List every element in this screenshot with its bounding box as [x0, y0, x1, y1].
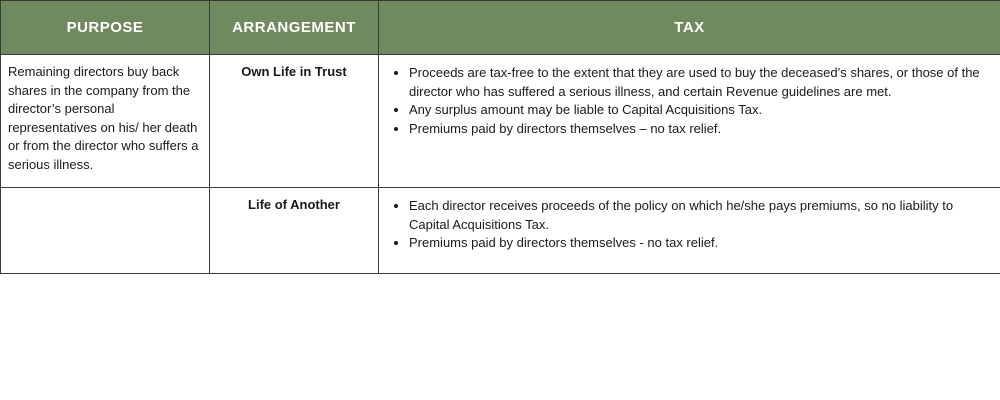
- tax-bullet-item: • Any surplus amount may be liable to Capital Acquisitions Tax.: [409, 101, 994, 120]
- tax-bullet-item: • Each director receives proceeds of the policy on which he/she pays premiums, so no liability to Capital Acquisitions Tax.: [409, 197, 994, 234]
- header-tax: TAX: [379, 1, 1000, 55]
- tax-cell: [379, 188, 1000, 274]
- tax-bullet-item: • Premiums paid by directors themselves - no tax relief.: [409, 234, 994, 253]
- tax-bullet-item: • Premiums paid by directors themselves – no tax relief.: [409, 120, 994, 139]
- tax-bullet-list: [379, 197, 994, 253]
- table-header: [1, 1, 1000, 55]
- table-row: [1, 188, 1000, 274]
- arrangement-cell: Life of Another: [210, 188, 379, 274]
- tax-bullet-list: [379, 64, 994, 138]
- purpose-cell: [1, 188, 210, 274]
- tax-cell: [379, 55, 1000, 188]
- table-row: [1, 55, 1000, 188]
- header-purpose: PURPOSE: [1, 1, 210, 55]
- header-arrangement: ARRANGEMENT: [210, 1, 379, 55]
- arrangement-cell: Own Life in Trust: [210, 55, 379, 188]
- tax-bullet-item: • Proceeds are tax-free to the extent that they are used to buy the deceased’s shares, or those of the director who has suffered a serious illness, and certain Revenue guidelines are met.: [409, 64, 994, 101]
- table-body: [1, 55, 1000, 274]
- header-row: [1, 1, 1000, 55]
- purpose-cell: Remaining directors buy back shares in the company from the director’s personal representatives on his/ her death or from the director who suffers a serious illness.: [1, 55, 210, 188]
